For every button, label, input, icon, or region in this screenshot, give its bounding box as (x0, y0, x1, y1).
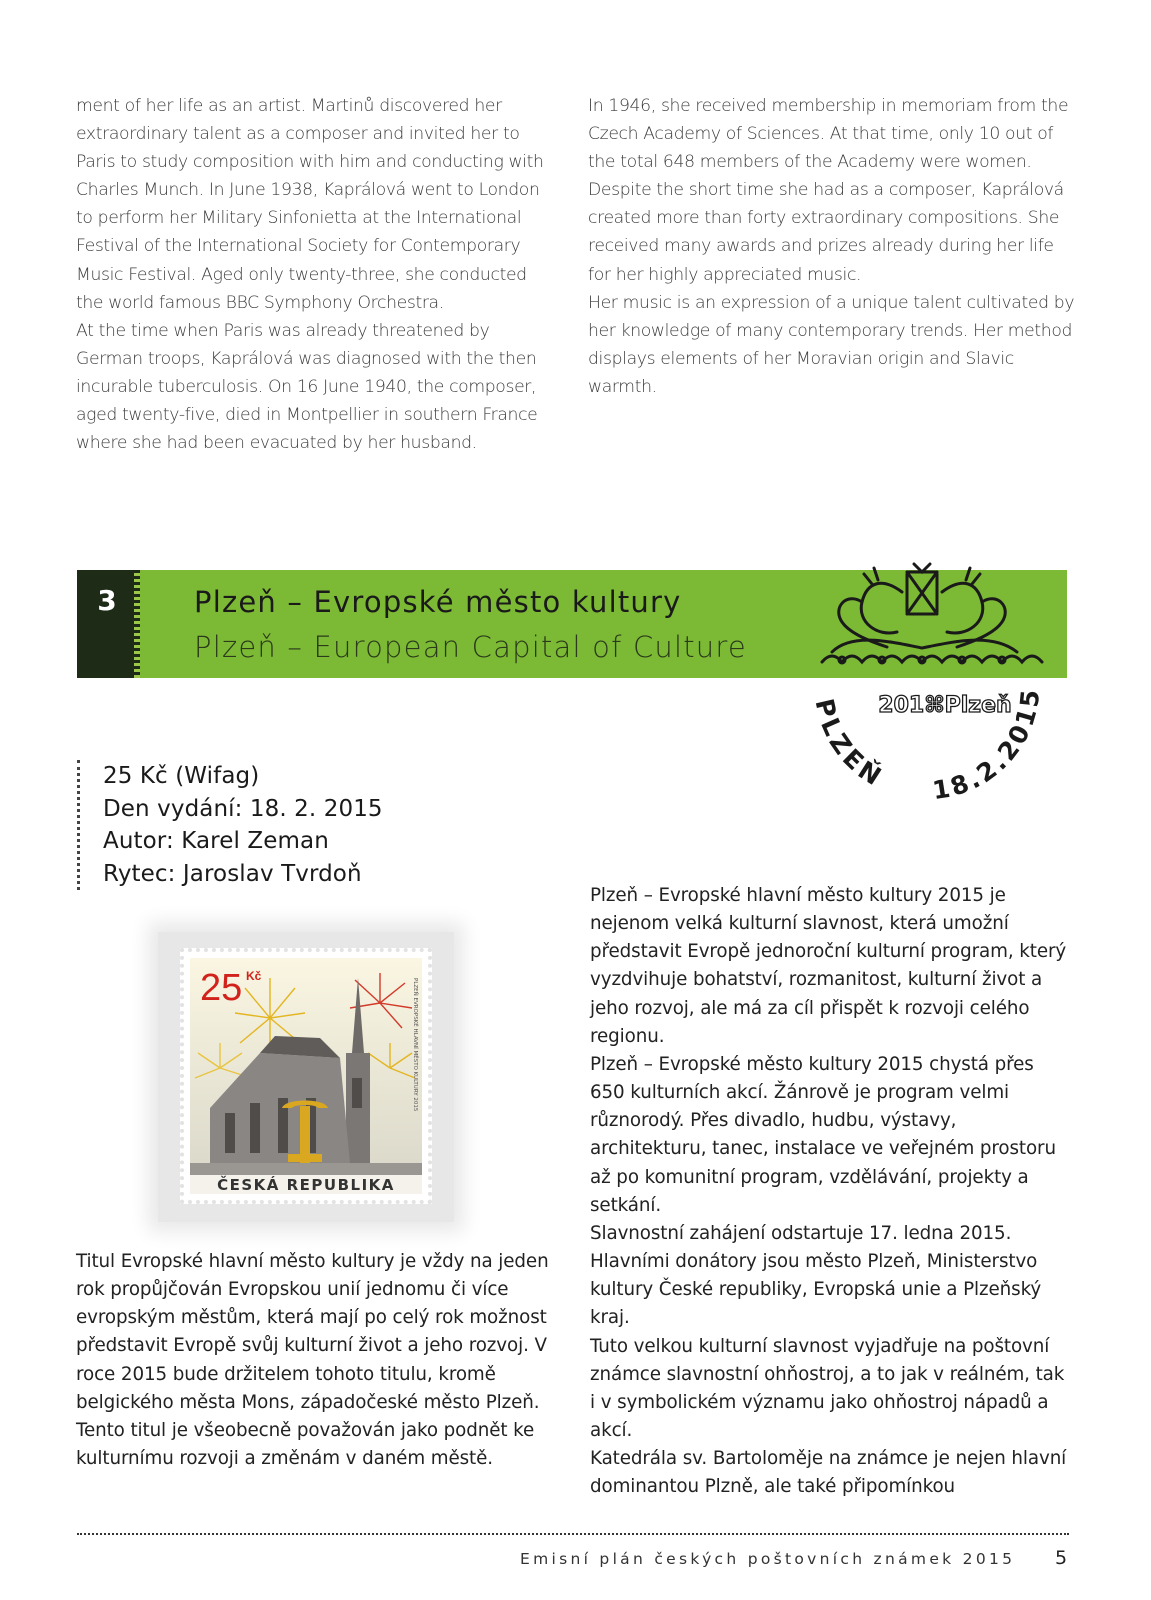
top-right-column (588, 92, 1078, 401)
issue-date: Den vydání: 18. 2. 2015 (103, 795, 383, 822)
paragraph: ment of her life as an artist. Martinů discovered her extraordinary talent as a composer and invited her to Paris to study composition with him and conducting with Charles Munch. In June 1938, Kaprálová went to London to perform her Military Sinfonietta at the International Festival of the International Society for Contemporary Music Festival. Aged only twenty-three, she conducted the world famous BBC Symphony Orchestra. (76, 96, 544, 313)
stamp-currency: Kč (246, 969, 262, 983)
stamp-artwork (190, 958, 422, 1194)
bottom-left-column (76, 1248, 556, 1473)
paragraph: At the time when Paris was already threatened by German troops, Kaprálová was diagnosed with the then incurable tuberculosis. On 16 June 1940, the composer, aged twenty-five, died in Montpellier in southern France where she had been evacuated by her husband. (76, 320, 538, 454)
postmark-logo-text: 201⌘Plzeň (878, 693, 1012, 718)
stamp-denomination: 25 (200, 967, 243, 1009)
postmark-graphic (812, 562, 1062, 802)
page-number: 5 (1055, 1547, 1068, 1569)
paragraph: Slavnostní zahájení odstartuje 17. ledna 2015. Hlavními donátory jsou město Plzeň, Ministerstvo kultury České republiky, Evropská unie a Plzeňský kraj. (590, 1222, 1042, 1329)
paragraph: Plzeň – Evropské hlavní město kultury 2015 je nejenom velká kulturní slavnost, která umožní představit Evropě jednoroční kulturní program, který vyzdvihuje bohatství, rozmanitost, kulturní život a jeho rozvoj, ale má za cíl přispět k rozvoji celého regionu. (590, 885, 1067, 1047)
author: Autor: Karel Zeman (103, 828, 329, 854)
bottom-right-column (590, 882, 1070, 1501)
engraver: Rytec: Jaroslav Tvrdoň (103, 860, 362, 887)
paragraph: In 1946, she received membership in memoriam from the Czech Academy of Sciences. At that time, only 10 out of the total 648 members of the Academy were women. Despite the short time she had as a composer, Kaprálová created more than forty extraordinary compositions. She received many awards and prizes already during her life for her highly appreciated music. (588, 96, 1069, 285)
stamp-info (77, 760, 383, 890)
footer-divider (77, 1533, 1069, 1535)
section-number: 3 (77, 570, 137, 678)
paragraph: Tuto velkou kulturní slavnost vyjadřuje na poštovní známce slavnostní ohňostroj, a to jak v reálném, tak i v symbolickém významu jako ohňostroj nápadů a akcí. (590, 1335, 1065, 1441)
postmark-city: PLZEŇ (812, 695, 890, 794)
section-title-english: Plzeň – European Capital of Culture (194, 630, 747, 664)
stamp-image (158, 932, 454, 1222)
paragraph: Plzeň – Evropské město kultury 2015 chystá přes 650 kulturních akcí. Žánrově je program velmi různorodý. Přes divadlo, hudbu, výstavy, architekturu, tanec, instalace ve veřejném prostoru až po komunitní program, vzdělávání, projekty a setkání. (590, 1053, 1056, 1216)
perforation-divider (134, 570, 140, 678)
footer-title: Emisní plán českých poštovních známek 2015 (520, 1550, 1016, 1568)
paragraph: Her music is an expression of a unique talent cultivated by her knowledge of many contemporary trends. Her method displays elements of her Moravian origin and Slavic warmth. (588, 292, 1075, 397)
coat-of-arms-icon (822, 564, 1042, 663)
section-title-czech: Plzeň – Evropské město kultury (194, 585, 682, 619)
postmark (812, 562, 1062, 802)
paragraph: Titul Evropské hlavní město kultury je vždy na jeden rok propůjčován Evropskou unií jednomu či více evropským městům, která mají po celý rok možnost představit Evropě svůj kulturní život a jeho rozvoj. V roce 2015 bude držitelem tohoto titulu, kromě belgického města Mons, západočeské město Plzeň. Tento titul je všeobecně považován jako podnět ke kulturnímu rozvoji a změnám v daném městě. (76, 1251, 549, 1470)
stamp-value: 25 Kč (Wifag) (103, 763, 260, 789)
paragraph: Katedrála sv. Bartoloměje na známce je nejen hlavní dominantou Plzně, ale také připomínkou (590, 1448, 1067, 1498)
postmark-date: 18.2.2015 (930, 685, 1046, 802)
top-left-column (76, 92, 546, 457)
stamp-country: ČESKÁ REPUBLIKA (217, 1176, 395, 1194)
stamp-side-text: PLZEŇ EVROPSKÉ HLAVNÍ MĚSTO KULTURY 2015 (412, 978, 418, 1112)
stamp (180, 948, 432, 1204)
